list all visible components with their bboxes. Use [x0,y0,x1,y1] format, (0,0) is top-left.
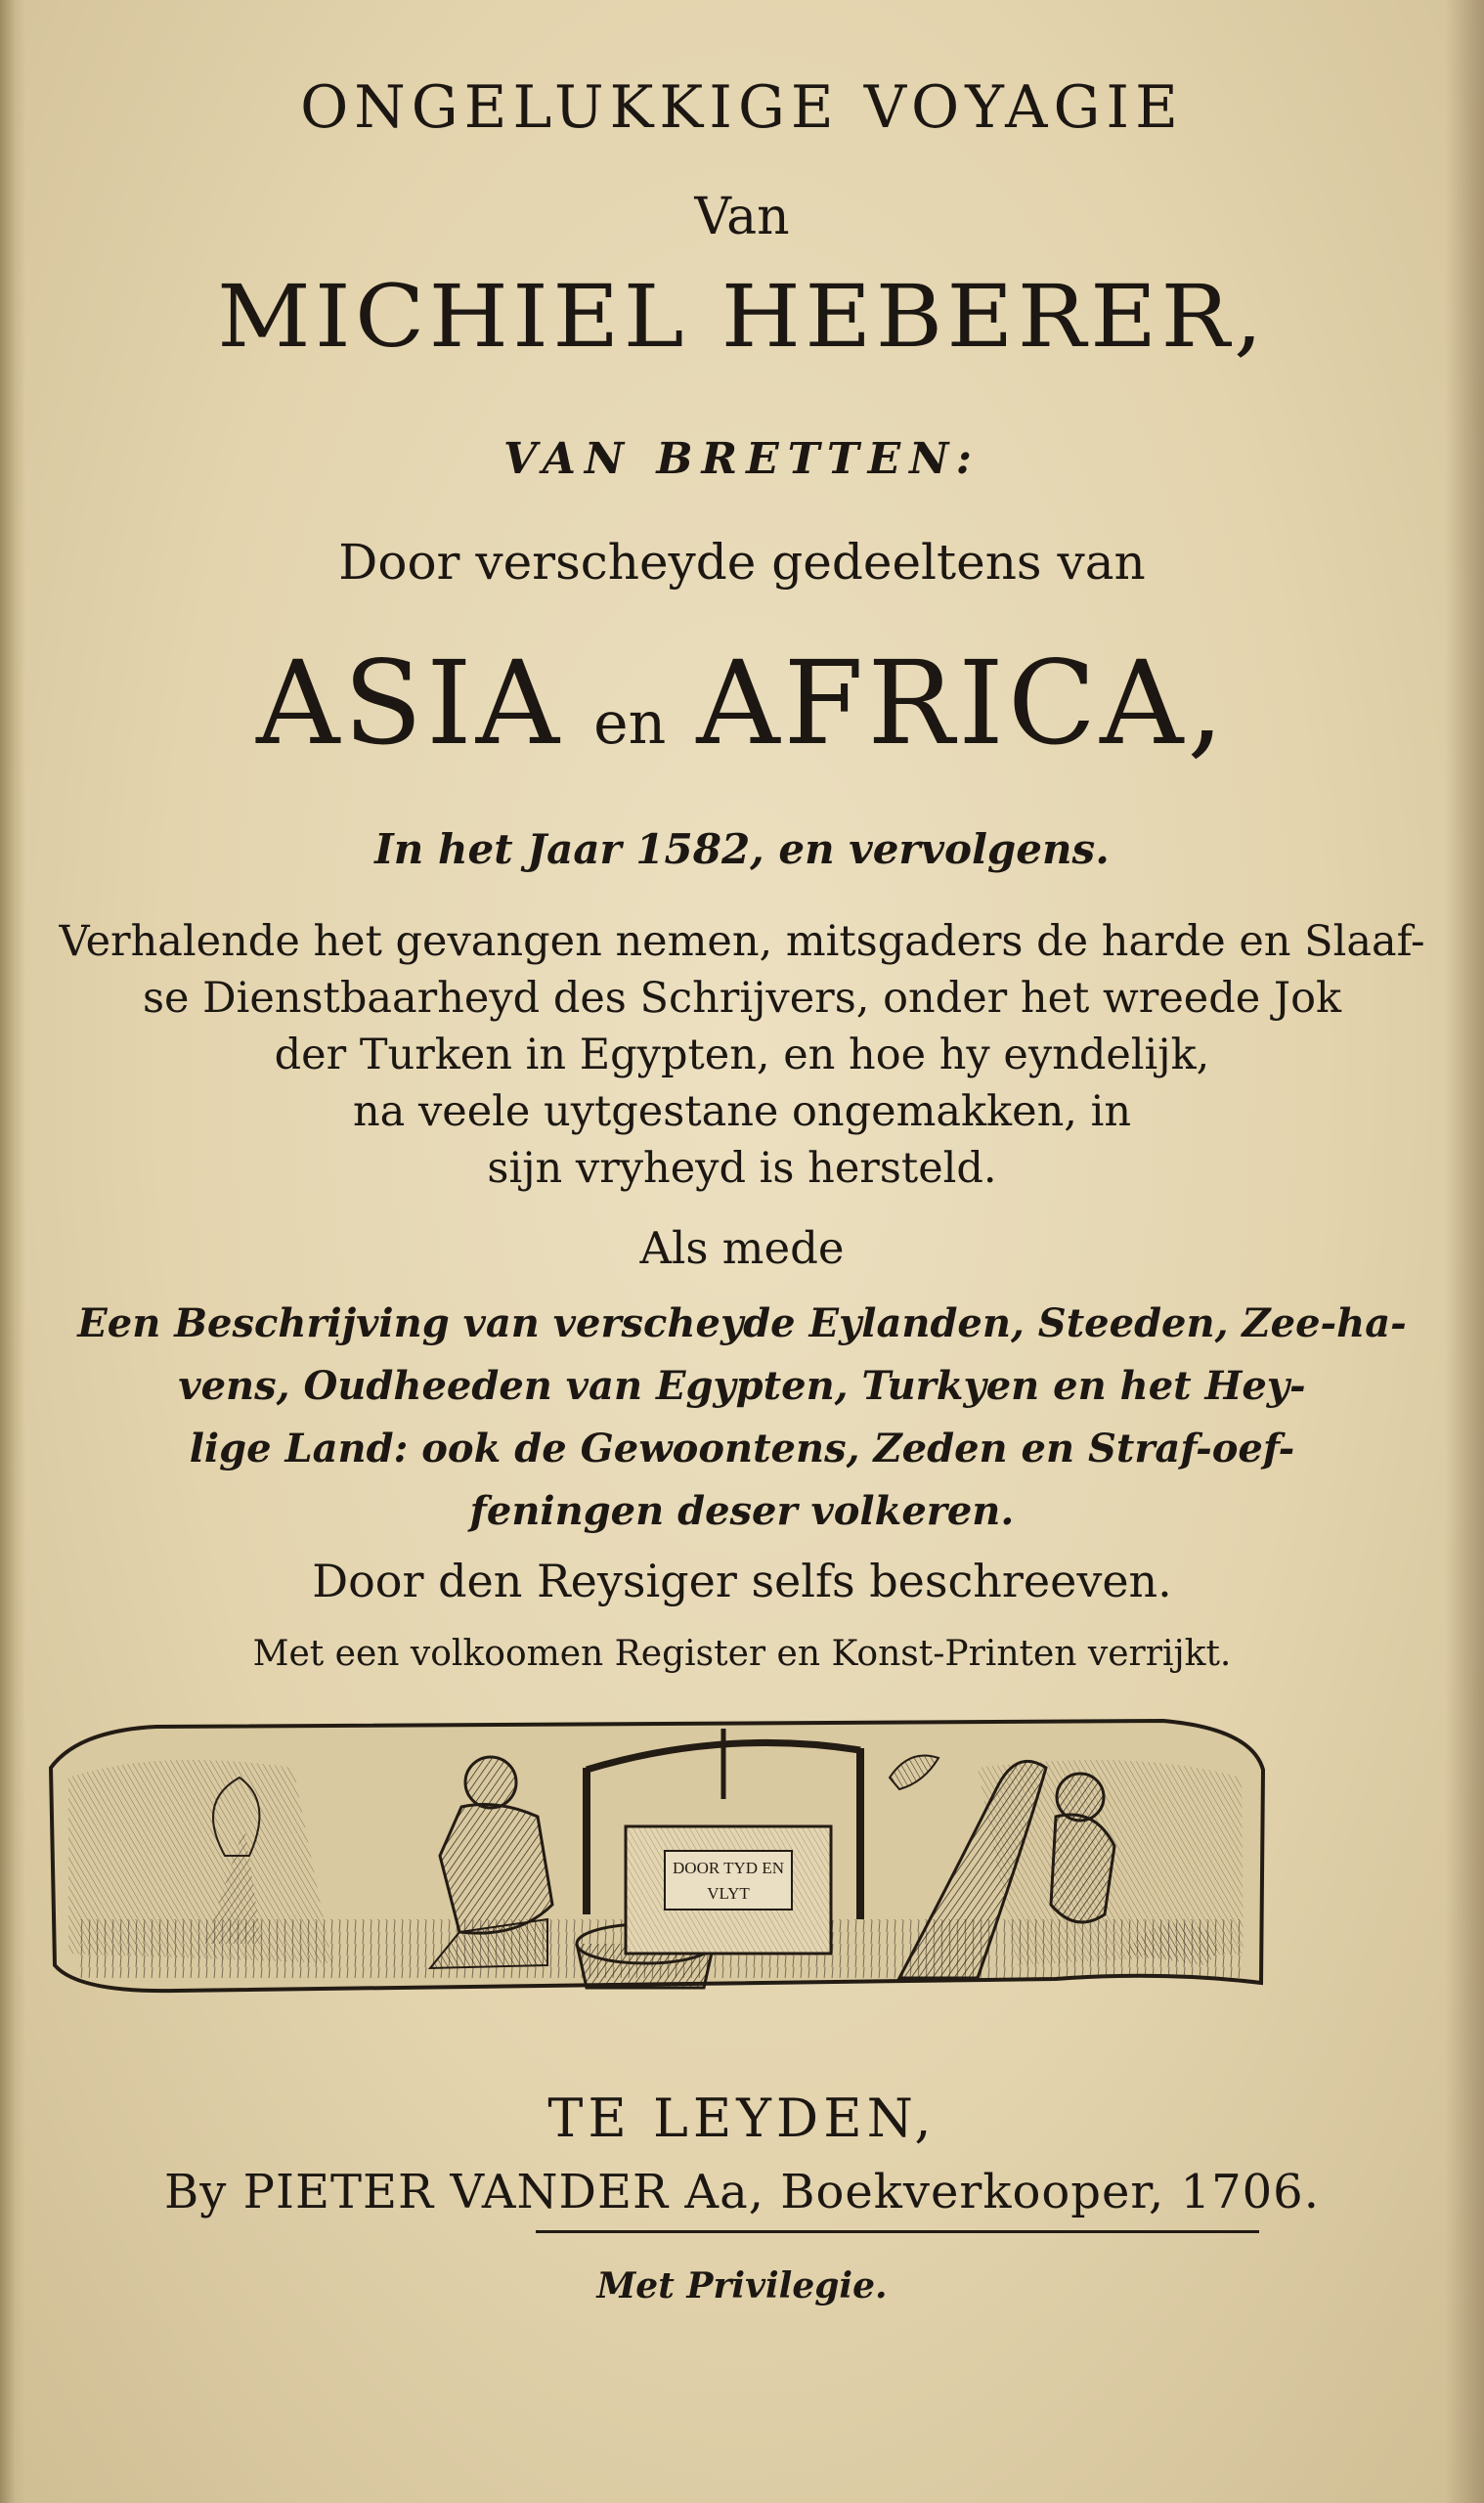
regions-line [0,636,1484,770]
author-name: MICHIEL HEBERER, [217,266,1267,367]
region-and: en [593,689,667,758]
description-line-2: se Dienstbaarheyd des Schrijvers, onder het wreede Jok [142,974,1342,1023]
als-mede: Als mede [639,1222,845,1274]
contents-line-3: lige Land: ook de Gewoontens, Zeden en Straf-oef- [189,1426,1295,1471]
contents-line-1: Een Beschrijving van verscheyde Eylanden, Steeden, Zee-ha- [77,1300,1407,1346]
region-africa: AFRICA, [696,636,1228,770]
origin-line: VAN BRETTEN: [502,434,982,484]
description-line-4: na veele uytgestane ongemakken, in [352,1087,1132,1136]
imprint-rule [536,2230,1259,2233]
printer-device-engraving [39,1709,1279,2004]
contents-line-4: feningen deser volkeren. [469,1488,1015,1534]
book-title: ONGELUKKIGE VOYAGIE [300,73,1184,142]
publisher-line: By PIETER VANDER Aa, Boekverkooper, 1706. [164,2165,1320,2219]
van-line: Van [694,188,790,246]
description-line-1: Verhalende het gevangen nemen, mitsgaders de harde en Slaaf- [59,917,1425,966]
motto-line-1: DOOR TYD EN [673,1859,784,1877]
contents-line-2: vens, Oudheeden van Egypten, Turkyen en het Hey- [178,1363,1306,1409]
by-traveller: Door den Reysiger selfs beschreeven. [312,1555,1172,1607]
through-line: Door verscheyde gedeeltens van [338,534,1146,591]
place-line: TE LEYDEN, [547,2087,937,2149]
description-line-5: sijn vryheyd is hersteld. [487,1144,997,1193]
year-line: In het Jaar 1582, en vervolgens. [374,825,1110,873]
motto-line-2: VLYT [707,1884,750,1903]
description-line-3: der Turken in Egypten, en hoe hy eyndelijk, [274,1031,1210,1079]
region-asia: ASIA [256,636,563,770]
privilege-line: Met Privilegie. [596,2265,888,2306]
register-line: Met een volkoomen Register en Konst-Printen verrijkt. [252,1634,1232,1674]
